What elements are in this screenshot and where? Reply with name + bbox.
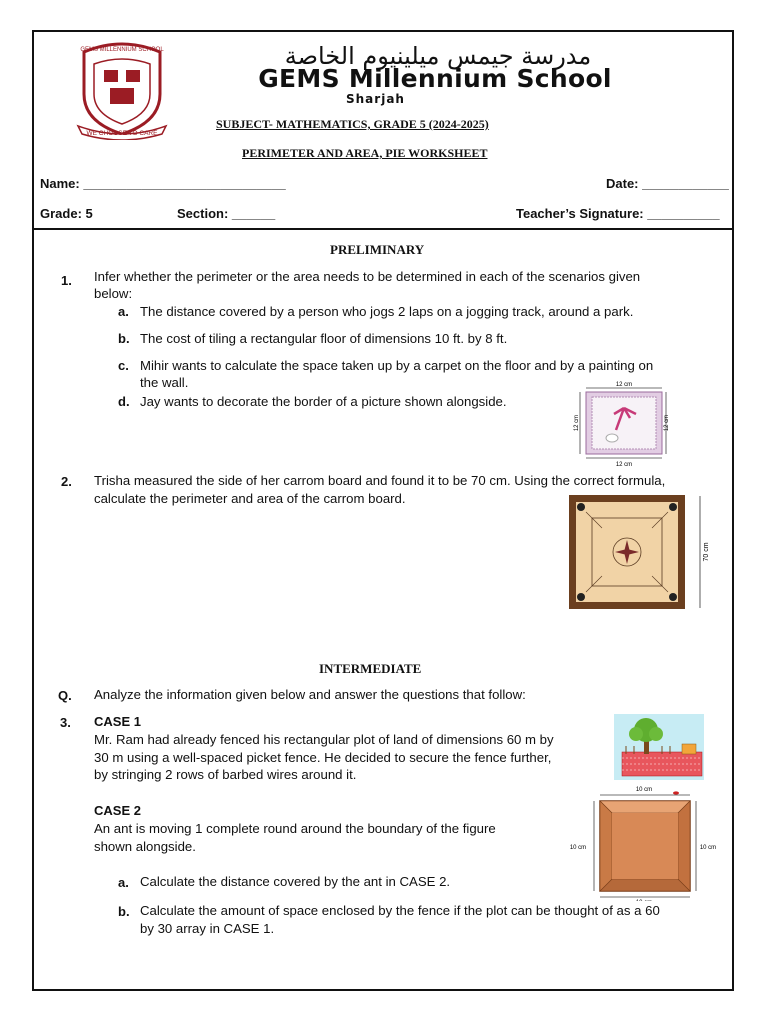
section-field[interactable]: Section: ______ [177,206,276,221]
teacher-signature-field[interactable]: Teacher’s Signature: __________ [516,206,720,221]
question-text: calculate the perimeter and area of the carrom board. [94,491,406,506]
svg-text:GEMS MILLENNIUM SCHOOL: GEMS MILLENNIUM SCHOOL [80,47,164,53]
item-label: a. [118,875,129,890]
preliminary-heading: PRELIMINARY [330,242,425,257]
intermediate-heading: INTERMEDIATE [319,661,422,676]
svg-text:12 cm: 12 cm [615,382,633,388]
framed-picture-figure [570,378,670,468]
case1-text: by stringing 2 rows of barbed wires around it. [94,767,357,782]
header-divider [32,228,734,230]
svg-text:12 cm: 12 cm [615,462,633,468]
item-label: a. [118,304,129,319]
svg-text:10 cm: 10 cm [569,845,587,851]
question-text: below: [94,286,133,301]
question-text: Trisha measured the side of her carrom board and found it to be 70 cm. Using the correct formula, [94,473,666,488]
subject-line: SUBJECT- MATHEMATICS, GRADE 5 (2024-2025) [216,117,489,131]
name-field[interactable]: Name: ____________________________ [40,176,286,191]
worksheet-title: PERIMETER AND AREA, PIE WORKSHEET [242,146,488,160]
item-text: Calculate the distance covered by the ant in CASE 2. [140,874,451,889]
question-text: Analyze the information given below and answer the questions that follow: [94,687,526,702]
item-label: b. [118,331,130,346]
item-text: by 30 array in CASE 1. [140,921,275,936]
case1-title: CASE 1 [94,714,141,729]
question-label: Q. [58,688,72,703]
question-text: Infer whether the perimeter or the area needs to be determined in each of the scenarios given [94,269,641,284]
question-number: 2. [61,474,72,489]
item-text: Jay wants to decorate the border of a picture shown alongside. [140,394,507,409]
item-text: the wall. [140,375,189,390]
item-text: Calculate the amount of space enclosed by the fence if the plot can be thought of as a 60 [140,903,660,918]
question-number: 1. [61,273,72,288]
svg-text:10 cm: 10 cm [699,845,717,851]
item-text: The cost of tiling a rectangular floor of dimensions 10 ft. by 8 ft. [140,331,508,346]
arabic-school-name: مدرسة جيمس ميلينيوم الخاصة [284,42,592,70]
svg-text:12 cm: 12 cm [664,414,670,432]
date-field[interactable]: Date: ____________ [606,176,729,191]
svg-text:70 cm: 70 cm [703,542,710,562]
item-label: d. [118,394,130,409]
carrom-board-figure [568,494,714,610]
item-text: Mihir wants to calculate the space taken up by a carpet on the floor and by a painting on [140,358,654,373]
svg-text:10 cm: 10 cm [635,787,653,793]
svg-text:12 cm: 12 cm [574,414,580,432]
case2-text: An ant is moving 1 complete round around the boundary of the figure [94,821,496,836]
case2-title: CASE 2 [94,803,141,818]
square-figure [562,783,722,901]
svg-text:WE CHOOSE TO CARE: WE CHOOSE TO CARE [86,130,158,137]
school-crest-logo [70,42,174,140]
question-number: 3. [60,715,71,730]
fenced-plot-figure [614,714,704,780]
case2-text: shown alongside. [94,839,196,854]
item-text: The distance covered by a person who jogs 2 laps on a jogging track, around a park. [140,304,634,319]
school-city: Sharjah [346,92,405,106]
school-name: GEMS Millennium School [258,64,612,93]
grade-label: Grade: 5 [40,206,93,221]
item-label: b. [118,904,130,919]
item-label: c. [118,358,129,373]
case1-text: Mr. Ram had already fenced his rectangular plot of land of dimensions 60 m by [94,732,554,747]
case1-text: 30 m using a well-spaced picket fence. He decided to secure the fence further, [94,750,552,765]
svg-text:10 cm [636,900,652,901]
